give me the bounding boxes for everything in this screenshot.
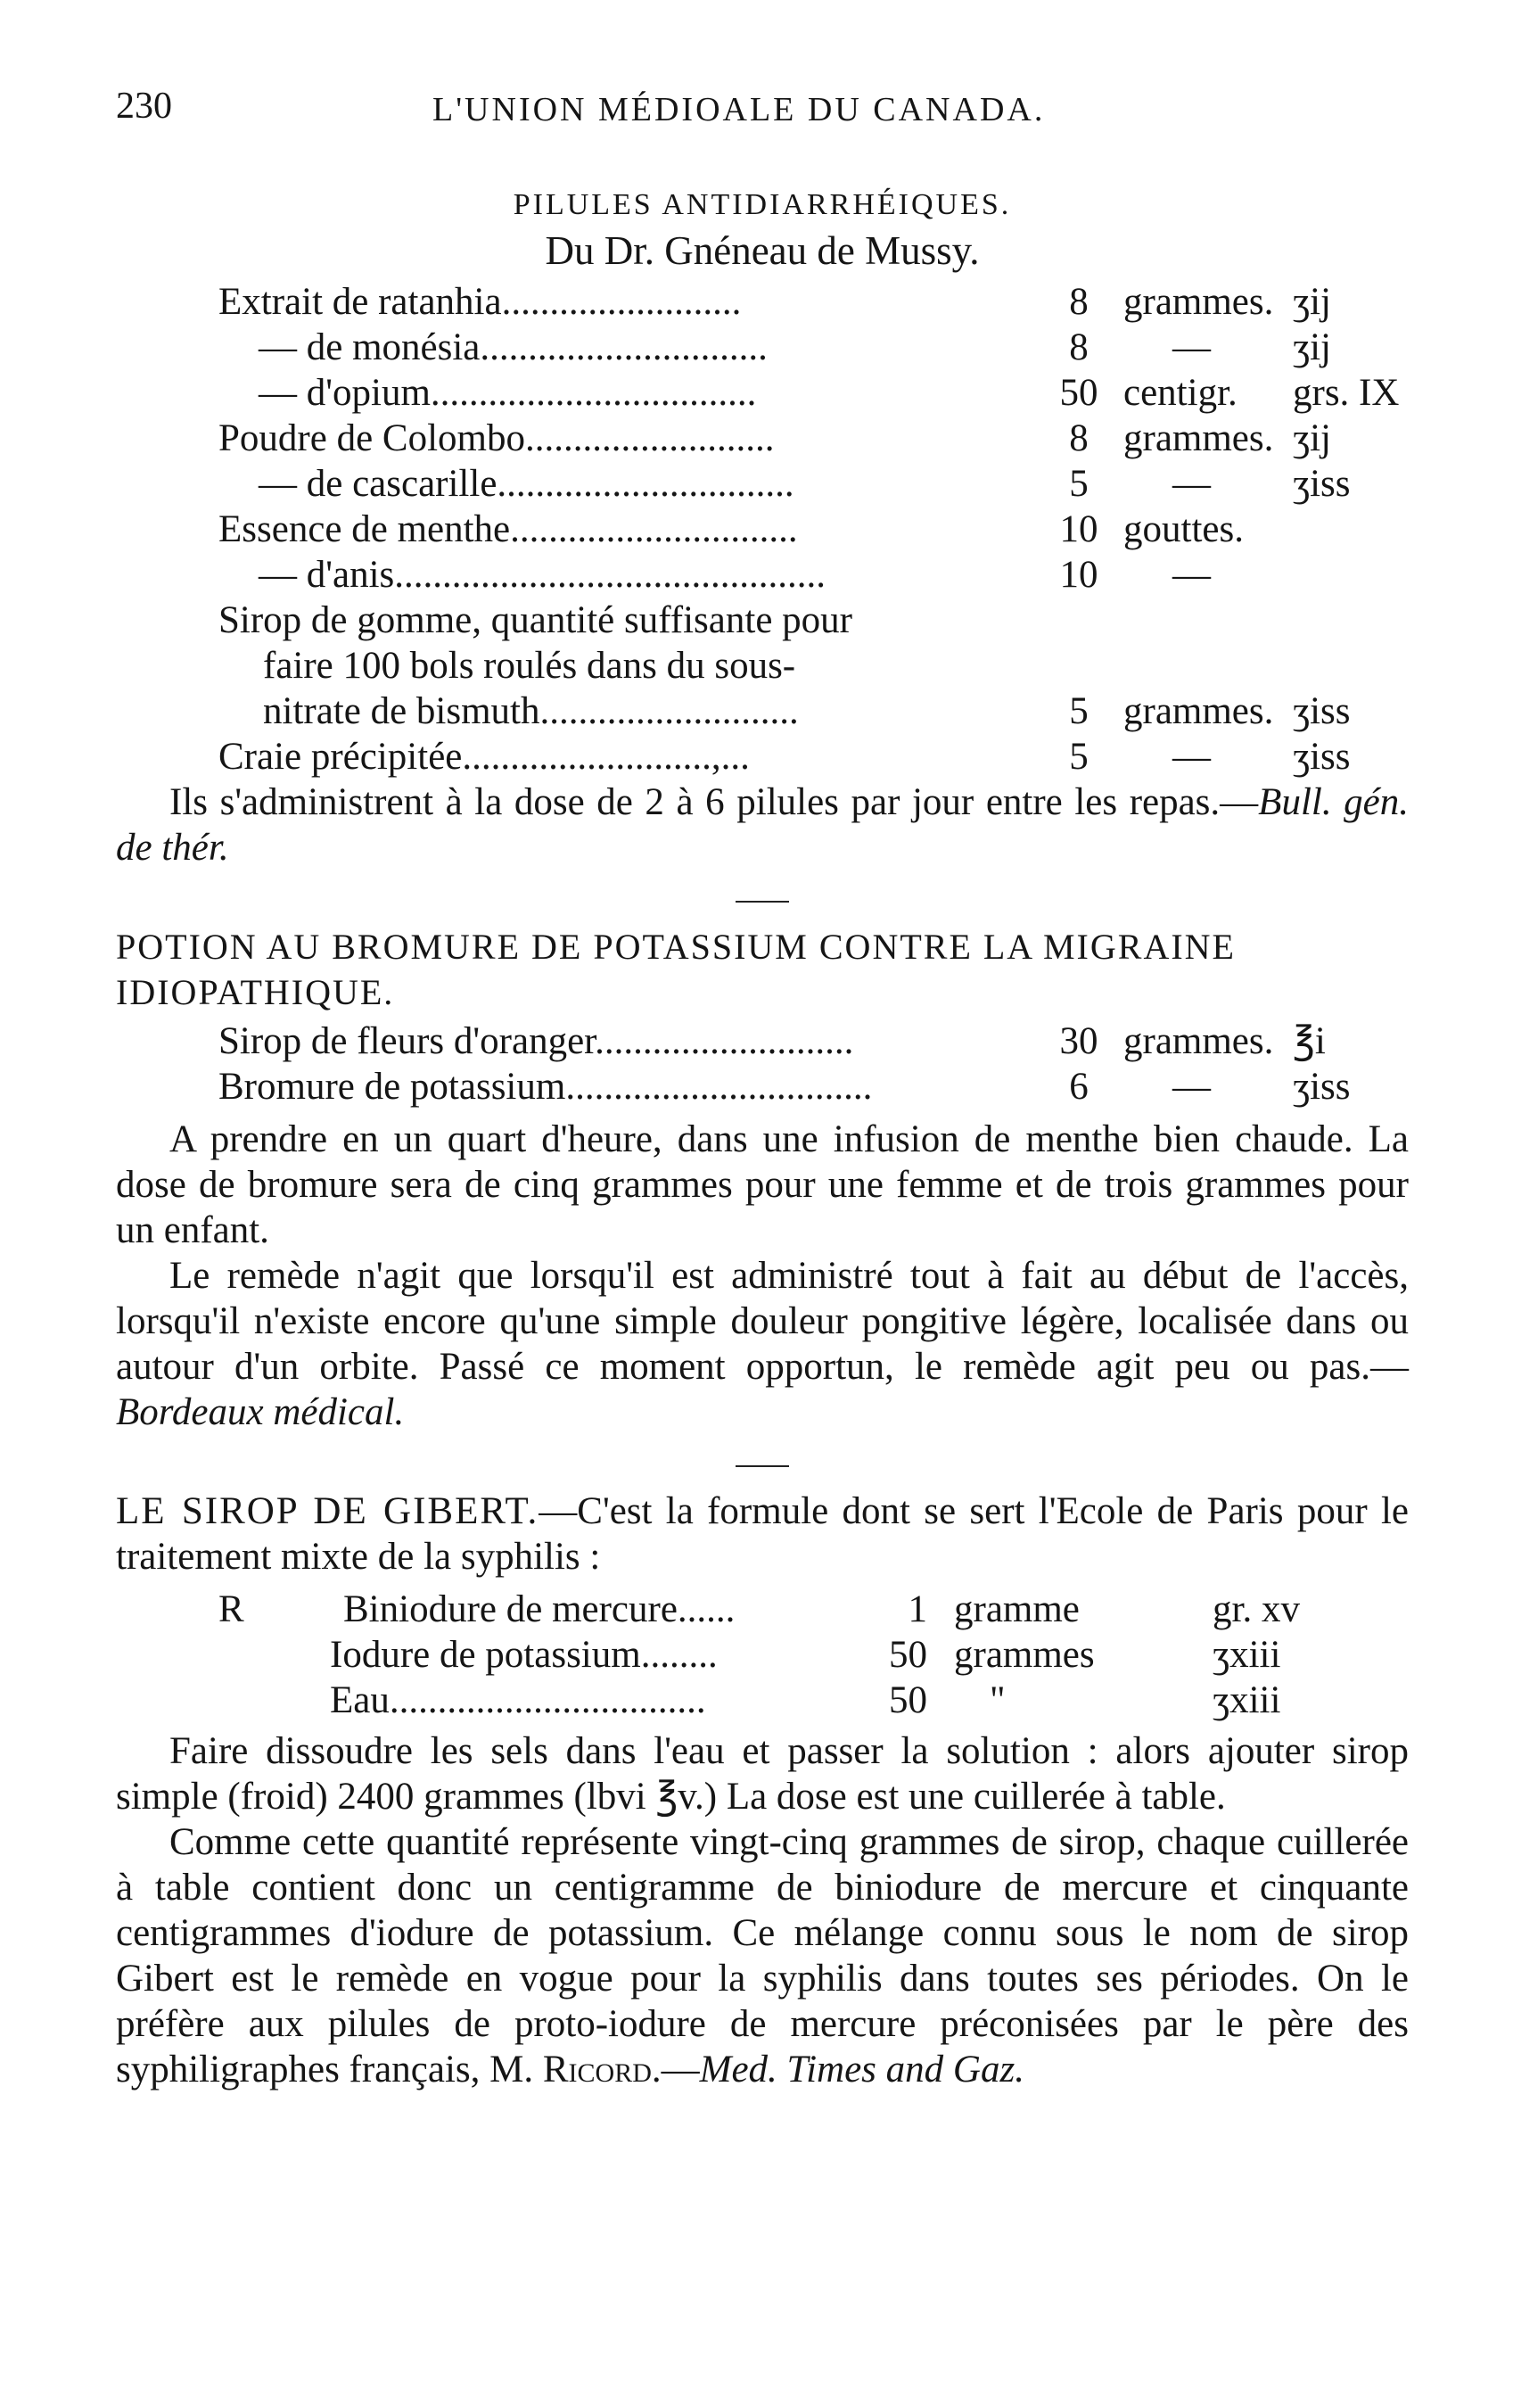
- rx-row: [116, 734, 1409, 779]
- rx-sirop-block: [116, 598, 1409, 734]
- ingredient-unit: grammes.: [1123, 1020, 1274, 1062]
- apothecary-measure: ʒiss: [1293, 463, 1351, 505]
- ingredient-name: Essence de menthe..............................: [218, 508, 798, 550]
- sirop-text: [218, 598, 1021, 734]
- rx-row: [116, 416, 1409, 461]
- ingredient-name: — d'anis.............................................: [259, 554, 826, 596]
- ingredient-name: Biniodure de mercure......: [343, 1588, 736, 1630]
- ingredient-unit: —: [1172, 463, 1211, 505]
- apothecary-measure: ʒij: [1293, 326, 1331, 368]
- apothecary-measure: gr. xv: [1213, 1588, 1300, 1630]
- ingredient-unit: —: [1172, 554, 1211, 596]
- ingredient-qty: 6: [1069, 1066, 1089, 1108]
- section-title-pilules: PILULES ANTIDIARRHÉIQUES.: [513, 188, 1012, 221]
- ingredient-unit: —: [1172, 326, 1211, 368]
- rx-row: [116, 1064, 1409, 1109]
- potion-paragraph-2: [116, 1253, 1409, 1435]
- section-title-potion: [116, 924, 1409, 1015]
- source-citation: Med. Times and Gaz.: [699, 2049, 1024, 2091]
- citation-dash: .—: [651, 2049, 700, 2091]
- rx-row: [116, 1632, 1409, 1678]
- ingredient-name: Iodure de potassium........: [330, 1634, 718, 1676]
- section-title-gibert: LE SIROP DE GIBERT.: [116, 1490, 539, 1532]
- ingredient-qty: 5: [1069, 463, 1089, 505]
- ingredient-unit: —: [1172, 1066, 1211, 1108]
- ingredient-name: Bromure de potassium................................: [218, 1066, 873, 1108]
- ingredient-qty: 10: [1059, 508, 1098, 550]
- potion-paragraph-2-text: Le remède n'agit que lorsqu'il est administré tout à fait au début de l'accès, lorsqu'il n'existe encore qu'une simple douleur pongitive légère, localisée dans ou autour d'un orbite. Passé ce moment opportun, le remède agit peu ou pas.—: [116, 1255, 1409, 1388]
- source-citation: Bull. gén. de thér.: [116, 781, 1409, 869]
- apothecary-measure: ʒiss: [1293, 736, 1351, 778]
- ingredient-qty: 5: [1069, 736, 1089, 778]
- rx-row: [116, 1018, 1409, 1064]
- rx-row: [116, 1678, 1409, 1723]
- gibert-paragraph-2-text: Comme cette quantité représente vingt-cinq grammes de sirop, chaque cuillerée à table contient donc un centigramme de biniodure de mercure et cinquante centigrammes d'iodure de potassium. Ce mélange connu sous le nom de sirop Gibert est le remède en vogue pour la syphilis dans toutes ses périodes. On le préfère aux pilules de proto-iodure de mercure préconisées par le père des syphiligraphes français, M.: [116, 1821, 1409, 2091]
- ingredient-name: Craie précipitée..........................,...: [218, 736, 750, 778]
- dosage-note: [116, 779, 1409, 870]
- ingredient-name: — de cascarille...............................: [259, 463, 794, 505]
- ingredient-qty: 50: [889, 1634, 927, 1676]
- apothecary-measure: ʒiss: [1293, 1066, 1351, 1108]
- ingredient-name: Poudre de Colombo..........................: [218, 417, 775, 459]
- ingredient-name: Sirop de fleurs d'oranger...........................: [218, 1020, 854, 1062]
- ingredient-qty: 8: [1069, 326, 1089, 368]
- rx-row: [116, 370, 1409, 416]
- rx-row: [116, 552, 1409, 598]
- section-subtitle-author: Du Dr. Gnéneau de Mussy.: [545, 228, 980, 273]
- ingredient-unit: grammes.: [1123, 690, 1274, 732]
- running-head: [116, 85, 1409, 147]
- ingredient-qty: 50: [889, 1679, 927, 1721]
- gibert-paragraph-1: Faire dissoudre les sels dans l'eau et passer la solution : alors ajouter sirop simple (froid) 2400 grammes (lbvi ℥v.) La dose est une cuillerée à table.: [116, 1730, 1409, 1818]
- page-number: 230: [116, 86, 172, 127]
- apothecary-measure: ʒiss: [1293, 690, 1351, 732]
- ingredient-qty: 10: [1059, 554, 1098, 596]
- rx-row: [116, 461, 1409, 507]
- rx-row: [116, 1587, 1409, 1632]
- ingredient-qty: 5: [1069, 690, 1089, 732]
- ingredient-unit: grammes.: [1123, 281, 1274, 323]
- ingredient-qty: 8: [1069, 281, 1089, 323]
- potion-paragraph-1: A prendre en un quart d'heure, dans une infusion de menthe bien chaude. La dose de bromure sera de cinq grammes pour une femme et de trois grammes pour un enfant.: [116, 1118, 1409, 1251]
- running-title: L'UNION MÉDIOALE DU CANADA.: [432, 91, 1046, 128]
- section-title-potion-text: POTION AU BROMURE DE POTASSIUM CONTRE LA MIGRAINE IDIOPATHIQUE.: [116, 927, 1236, 1012]
- ingredient-unit: ": [990, 1679, 1006, 1721]
- apothecary-measure: ʒxiii: [1213, 1634, 1281, 1676]
- section-divider: [736, 1465, 789, 1467]
- ingredient-unit: grammes: [954, 1634, 1095, 1676]
- ingredient-qty: 30: [1059, 1020, 1098, 1062]
- page: [116, 85, 1409, 2092]
- ingredient-unit: —: [1172, 736, 1211, 778]
- ingredient-qty: 50: [1059, 372, 1098, 414]
- prescription-potion: [116, 1018, 1409, 1109]
- apothecary-measure: ʒij: [1293, 417, 1331, 459]
- ingredient-name: Eau.................................: [330, 1679, 706, 1721]
- apothecary-measure: ʒij: [1293, 281, 1331, 323]
- sirop-line-3: nitrate de bismuth...........................: [263, 690, 799, 732]
- author-name: Ricord: [542, 2049, 652, 2091]
- dosage-note-text: Ils s'administrent à la dose de 2 à 6 pilules par jour entre les repas.—: [169, 781, 1259, 823]
- sirop-line-1: Sirop de gomme, quantité suffisante pour: [218, 599, 852, 641]
- rx-row: [116, 507, 1409, 552]
- ingredient-unit: gramme: [954, 1588, 1080, 1630]
- apothecary-measure: ℥i: [1293, 1020, 1326, 1062]
- gibert-paragraph-2: [116, 1819, 1409, 2092]
- prescription-pilules: [116, 279, 1409, 779]
- source-citation: Bordeaux médical.: [116, 1391, 405, 1433]
- recipe-symbol: R: [218, 1588, 244, 1630]
- ingredient-name: — d'opium..................................: [259, 372, 757, 414]
- ingredient-qty: 1: [908, 1588, 927, 1630]
- ingredient-unit: centigr.: [1123, 372, 1238, 414]
- apothecary-measure: ʒxiii: [1213, 1679, 1281, 1721]
- apothecary-measure: grs. IX: [1293, 372, 1400, 414]
- ingredient-unit: gouttes.: [1123, 508, 1244, 550]
- gibert-intro-text: —C'est la formule dont se sert l'Ecole de Paris pour le traitement mixte de la syphilis :: [116, 1490, 1409, 1578]
- sirop-line-2: faire 100 bols roulés dans du sous-: [263, 645, 796, 687]
- rx-row: [116, 325, 1409, 370]
- ingredient-name: Extrait de ratanhia.........................: [218, 281, 742, 323]
- gibert-intro: [116, 1489, 1409, 1579]
- rx-row: [116, 279, 1409, 325]
- section-divider: [736, 901, 789, 903]
- ingredient-name: — de monésia..............................: [259, 326, 768, 368]
- prescription-gibert: [116, 1587, 1409, 1723]
- ingredient-qty: 8: [1069, 417, 1089, 459]
- ingredient-unit: grammes.: [1123, 417, 1274, 459]
